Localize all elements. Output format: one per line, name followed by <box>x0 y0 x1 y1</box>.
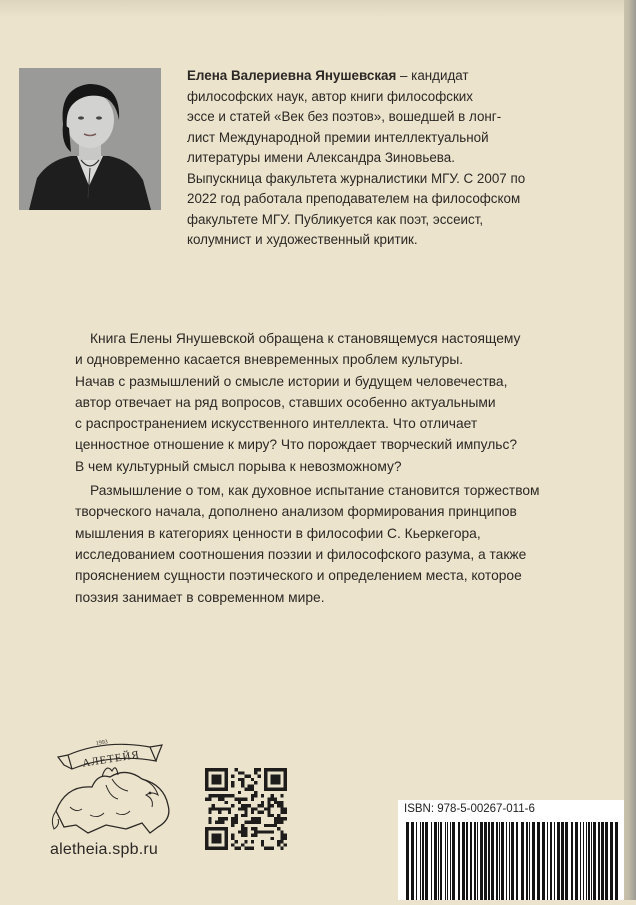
annotation-paragraph-2 <box>75 480 545 608</box>
annotation-line: Книга Елены Янушевской обращена к становящемуся настоящему <box>90 331 521 346</box>
annotation-line: ценностное отношение к миру? Что порождает творческий импульс? <box>75 437 518 453</box>
book-annotation <box>75 328 545 608</box>
annotation-line: и одновременно касается вневременных проблем культуры. <box>75 352 464 368</box>
annotation-line: творческого начала, дополнено анализом формирования принципов <box>75 504 517 520</box>
bio-line: философских наук, автор книги философских <box>187 88 473 104</box>
logo-year: 1993 <box>95 739 109 747</box>
annotation-line: автор отвечает на ряд вопросов, ставших особенно актуальными <box>75 394 496 410</box>
bio-line: лист Международной премии интеллектуальной <box>187 129 489 145</box>
bio-line: факультете МГУ. Публикуется как поэт, эссеист, <box>187 211 484 227</box>
author-photo <box>19 68 161 210</box>
annotation-line: с распространением искусственного интеллекта. Что отличает <box>75 416 478 432</box>
publisher-website[interactable]: aletheia.spb.ru <box>50 841 158 858</box>
author-name: Елена Валериевна Янушевская <box>187 68 397 83</box>
annotation-line: Размышление о том, как духовное испытание становится торжеством <box>90 483 540 499</box>
logo-text: АЛЕТЕЙЯ <box>81 748 141 770</box>
author-bio <box>187 66 607 251</box>
annotation-line: прояснением сущности поэтического и определением места, которое <box>75 568 522 584</box>
isbn-label: ISBN: 978-5-00267-011-6 <box>404 803 535 815</box>
cover-edge <box>624 0 636 900</box>
annotation-line: Начав с размышлений о смысле истории и будущем человечества, <box>75 373 508 389</box>
annotation-paragraph-1 <box>75 328 545 477</box>
barcode <box>402 822 624 900</box>
bio-line: Выпускница факультета журналистики МГУ. С 2007 по <box>187 170 526 186</box>
qr-code[interactable] <box>205 768 287 850</box>
annotation-line: В чем культурный смысл порыва к невозможному? <box>75 458 402 474</box>
publisher-logo <box>46 733 180 837</box>
annotation-line: поэзия занимает в современном мире. <box>75 589 325 605</box>
bio-line: литературы имени Александра Зиновьева. <box>187 150 455 165</box>
annotation-line: мышления в категориях ценности в философии С. Кьеркегора, <box>75 525 481 541</box>
bio-line: колумнист и художественный критик. <box>187 232 418 247</box>
bio-line: – кандидат <box>396 68 469 83</box>
bio-line: 2022 год работала преподавателем на философском <box>187 191 521 206</box>
annotation-line: исследованием соотношения поэзии и философского разума, а также <box>75 546 527 562</box>
top-edge-shadow <box>0 0 624 18</box>
bio-line: эссе и статей «Век без поэтов», вошедшей в лонг- <box>187 109 502 124</box>
